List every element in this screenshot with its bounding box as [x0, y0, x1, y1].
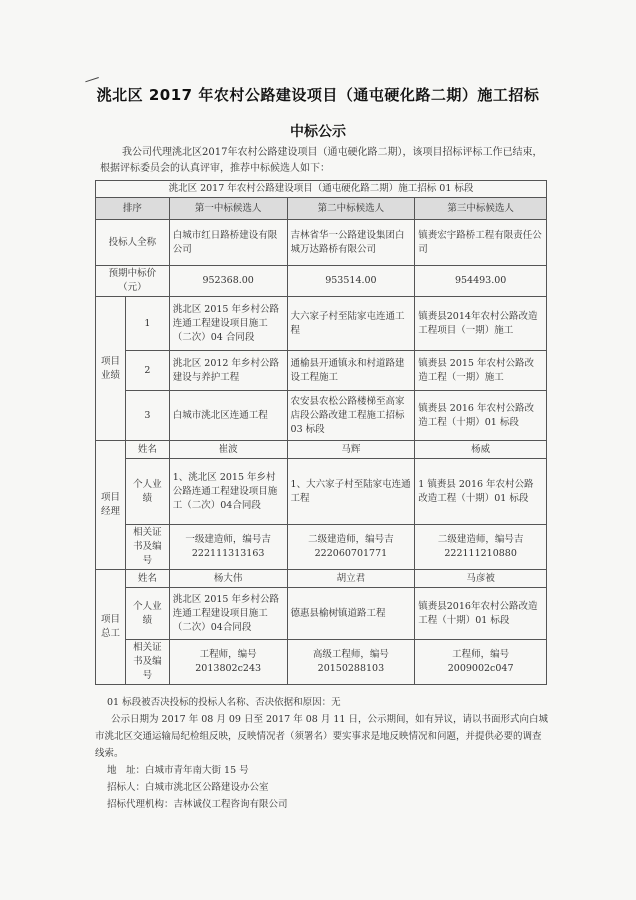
publicity-note: 公示日期为 2017 年 08 月 09 日至 2017 年 08 月 11 日，公示期间，如有异议，请以书面形式向白城市洮北区交通运输局纪检组反映，反映情况者（须署名）要实事求是地反映情况和问题，并提供必要的调查线索。: [95, 714, 548, 759]
tl-name-3: 马彦被: [415, 570, 547, 588]
tl-name-label: 姓名: [125, 570, 169, 588]
document-subtitle: 中标公示: [290, 124, 346, 140]
price-row: [96, 266, 547, 297]
price-2: 953514.00: [287, 266, 415, 297]
performance-no: 3: [125, 391, 169, 441]
tl-cert-2: 高级工程师，编号 20150288103: [287, 640, 415, 685]
pm-name-1: 崔波: [169, 441, 287, 459]
tl-cert-label: 相关证书及编号: [125, 640, 169, 685]
pm-name-2: 马辉: [287, 441, 415, 459]
table-caption-row: [96, 181, 547, 198]
performance-no: 1: [125, 297, 169, 351]
intro-paragraph: 我公司代理洮北区2017年农村公路建设项目（通屯硬化路二期），该项目招标评标工作已结束，根据评标委员会的认真评审，推荐中标候选人如下：: [100, 147, 543, 174]
pm-cert-2: 二级建造师，编号吉 222060701771: [287, 525, 415, 570]
tl-name-1: 杨大伟: [169, 570, 287, 588]
pm-perf-2: 1、大六家子村至陆家屯连通工程: [287, 459, 415, 525]
table-caption: 洮北区 2017 年农村公路建设项目（通屯硬化路二期）施工招标 01 标段: [96, 181, 547, 198]
pm-cert-row: [96, 525, 547, 570]
pm-name-label: 姓名: [125, 441, 169, 459]
price-1: 952368.00: [169, 266, 287, 297]
header-candidate-2: 第二中标候选人: [287, 198, 415, 220]
price-label: 预期中标价（元）: [96, 266, 170, 297]
tl-name-2: 胡立君: [287, 570, 415, 588]
pm-cert-1: 一级建造师，编号吉 222111313163: [169, 525, 287, 570]
rejection-note: 01 标段被否决投标的投标人名称、否决依据和原因：无: [107, 697, 341, 708]
performance-row: [96, 297, 547, 351]
tl-perf-row: [96, 588, 547, 640]
bidder-3: 镇赉宏宇路桥工程有限责任公司: [415, 220, 547, 266]
performance-cell: 洮北区 2015 年乡村公路连通工程建设项目施工（二次）04 合同段: [169, 297, 287, 351]
agent-line: 招标代理机构：吉林诚仪工程咨询有限公司: [107, 799, 288, 810]
pm-name-3: 杨威: [415, 441, 547, 459]
tl-perf-label: 个人业绩: [125, 588, 169, 640]
pm-perf-label: 个人业绩: [125, 459, 169, 525]
tl-perf-3: 镇赉县2016年农村公路改造工程（十期）01 标段: [415, 588, 547, 640]
tl-cert-3: 工程师，编号 2009002c047: [415, 640, 547, 685]
tl-perf-1: 洮北区 2015 年乡村公路连通工程建设项目施工（二次）04合同段: [169, 588, 287, 640]
performance-cell: 镇赉县 2016 年农村公路改造工程（十期）01 标段: [415, 391, 547, 441]
header-rank: 排序: [96, 198, 170, 220]
bidder-row: [96, 220, 547, 266]
pm-label: 项目经理: [96, 441, 126, 570]
candidate-table: [95, 180, 547, 685]
performance-no: 2: [125, 351, 169, 391]
bidder-1: 白城市红日路桥建设有限公司: [169, 220, 287, 266]
performance-label: 项目业绩: [96, 297, 126, 441]
pm-cert-3: 二级建造师，编号吉 222111210880: [415, 525, 547, 570]
tenderer-line: 招标人：白城市洮北区公路建设办公室: [107, 782, 269, 793]
pm-perf-3: 1 镇赉县 2016 年农村公路改造工程（十期）01 标段: [415, 459, 547, 525]
tl-label: 项目总工: [96, 570, 126, 685]
bidder-label: 投标人全称: [96, 220, 170, 266]
performance-cell: 镇赉县 2015 年农村公路改造工程（一期）施工: [415, 351, 547, 391]
pm-perf-1: 1、洮北区 2015 年乡村公路连通工程建设项目施工（二次）04合同段: [169, 459, 287, 525]
table-header-row: [96, 198, 547, 220]
tl-name-row: [96, 570, 547, 588]
performance-cell: 通榆县开通镇永和村道路建设工程施工: [287, 351, 415, 391]
performance-row: [96, 391, 547, 441]
tl-cert-row: [96, 640, 547, 685]
performance-cell: 镇赉县2014年农村公路改造工程项目（一期）施工: [415, 297, 547, 351]
performance-cell: 白城市洮北区连通工程: [169, 391, 287, 441]
performance-cell: 农安县农松公路楼梯至高家店段公路改建工程施工招标 03 标段: [287, 391, 415, 441]
price-3: 954493.00: [415, 266, 547, 297]
tl-perf-2: 德惠县榆树镇道路工程: [287, 588, 415, 640]
address-line: 地 址：白城市青年南大街 15 号: [107, 765, 249, 776]
performance-row: [96, 351, 547, 391]
pm-cert-label: 相关证书及编号: [125, 525, 169, 570]
footer-notes: [95, 694, 550, 813]
document-title: 洮北区 2017 年农村公路建设项目（通屯硬化路二期）施工招标: [96, 86, 540, 104]
bidder-2: 吉林省华一公路建设集团白城万达路桥有限公司: [287, 220, 415, 266]
header-candidate-1: 第一中标候选人: [169, 198, 287, 220]
pm-name-row: [96, 441, 547, 459]
header-candidate-3: 第三中标候选人: [415, 198, 547, 220]
performance-cell: 洮北区 2012 年乡村公路建设与养护工程: [169, 351, 287, 391]
performance-cell: 大六家子村至陆家屯连通工程: [287, 297, 415, 351]
tl-cert-1: 工程师，编号 2013802c243: [169, 640, 287, 685]
pm-perf-row: [96, 459, 547, 525]
